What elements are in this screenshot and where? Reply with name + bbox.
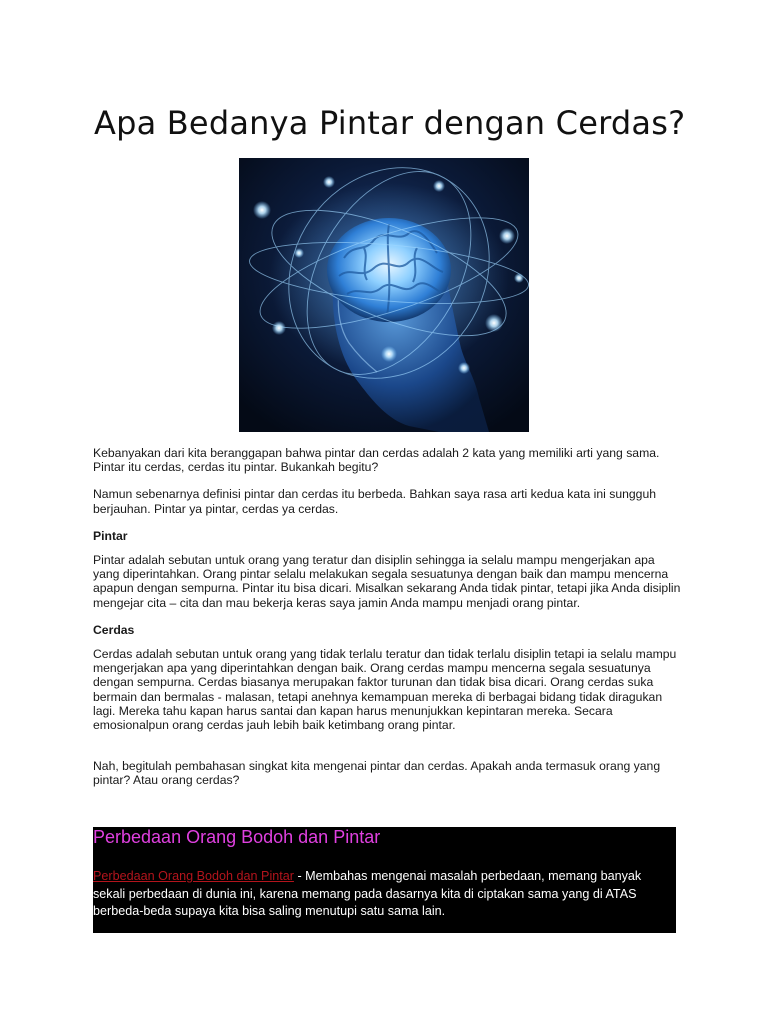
pintar-paragraph: Pintar adalah sebutan untuk orang yang teratur dan disiplin sehingga ia selalu mampu mengerjakan apa yang diperintahkan. Orang pintar selalu melakukan segala sesuatunya dengan baik dan mampu mencerna apapun dengan sempurna. Pintar itu bisa dicari. Misalkan sekarang Anda tidak pintar, tetapi jika Anda disiplin mengejar cita – cita dan mau bekerja keras saya jamin Anda mampu menjadi orang pintar. [93, 553, 681, 610]
glowing-brain-head-illustration [239, 158, 529, 432]
related-article-text [93, 868, 673, 921]
page-title: Apa Bedanya Pintar dengan Cerdas? [94, 104, 686, 142]
related-article-title: Perbedaan Orang Bodoh dan Pintar [93, 827, 381, 847]
cerdas-paragraph: Cerdas adalah sebutan untuk orang yang tidak terlalu teratur dan tidak terlalu disiplin tetapi ia selalu mampu mengerjakan apa yang diperintahkan dengan baik. Orang cerdas mampu mencerna segala sesuatunya dengan sempurna. Cerdas biasanya merupakan faktor turunan dan tidak bisa dicari. Orang cerdas suka bermain dan bermalas - malasan, tetapi anehnya kemampuan mereka di berbagai bidang tidak diragukan lagi. Mereka tahu kapan harus santai dan kapan harus menunjukkan kepintaran mereka. Secara emosionalpun orang cerdas jauh lebih baik ketimbang orang pintar. [93, 647, 677, 733]
related-article-box [93, 827, 676, 933]
closing-paragraph: Nah, begitulah pembahasan singkat kita mengenai pintar dan cerdas. Apakah anda termasuk orang yang pintar? Atau orang cerdas? [93, 759, 661, 788]
section-heading-cerdas: Cerdas [93, 622, 135, 637]
spacer [93, 745, 683, 759]
intro-paragraph: Kebanyakan dari kita beranggapan bahwa pintar dan cerdas adalah 2 kata yang memiliki arti yang sama. Pintar itu cerdas, cerdas itu pintar. Bukankah begitu? [93, 446, 660, 475]
article-body [93, 446, 683, 801]
intro-paragraph: Namun sebenarnya definisi pintar dan cerdas itu berbeda. Bahkan saya rasa arti kedua kata ini sungguh berjauhan. Pintar ya pintar, cerdas ya cerdas. [93, 487, 657, 516]
brain-image [239, 158, 529, 432]
related-article-link[interactable]: Perbedaan Orang Bodoh dan Pintar [93, 869, 294, 883]
related-article-description: - Membahas mengenai masalah perbedaan, memang banyak sekali perbedaan di dunia ini, karena memang pada dasarnya kita di ciptakan sama yang di ATAS berbeda-beda supaya kita bisa saling menutupi satu sama lain. [93, 869, 642, 918]
section-heading-pintar: Pintar [93, 528, 128, 543]
